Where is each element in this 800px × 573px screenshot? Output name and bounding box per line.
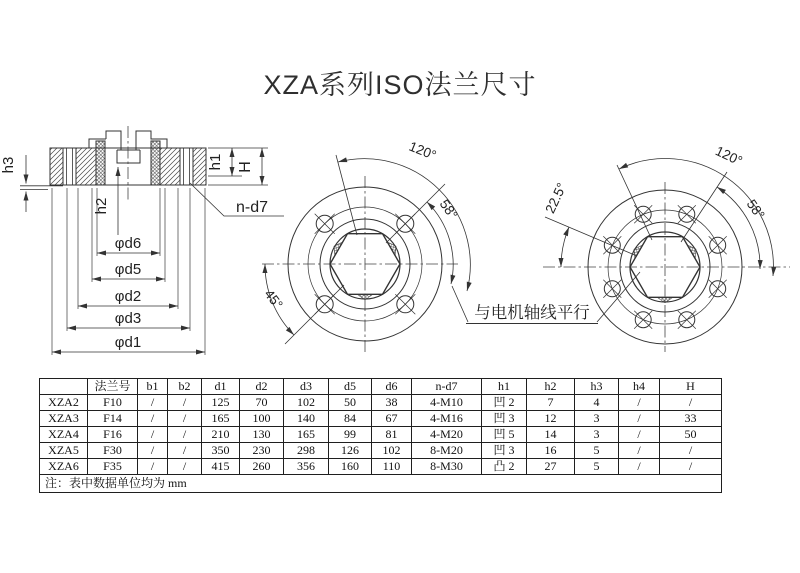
flange-dimension-table bbox=[39, 378, 722, 493]
column-header: h3 bbox=[575, 379, 619, 395]
table-cell: / bbox=[619, 459, 660, 475]
dim-label-n-d7: n-d7 bbox=[235, 199, 269, 216]
table-cell: / bbox=[168, 427, 202, 443]
table-row bbox=[40, 427, 722, 443]
section-hatch-block bbox=[76, 148, 96, 185]
table-cell: F10 bbox=[88, 395, 138, 411]
dim-label-h1: h1 bbox=[207, 153, 224, 171]
table-cell: 298 bbox=[284, 443, 329, 459]
table-cell: 160 bbox=[329, 459, 372, 475]
table-cell: 4-M20 bbox=[412, 427, 482, 443]
table-cell: / bbox=[138, 459, 168, 475]
table-cell: 50 bbox=[660, 427, 722, 443]
table-cell: / bbox=[660, 395, 722, 411]
dim-label-d3: φd3 bbox=[114, 310, 142, 327]
table-cell: / bbox=[619, 395, 660, 411]
table-cell: 70 bbox=[240, 395, 284, 411]
dim-label-d1: φd1 bbox=[114, 334, 142, 351]
table-cell: 凹 5 bbox=[482, 427, 527, 443]
axis-leader-label: 与电机轴线平行 bbox=[474, 304, 590, 322]
table-row bbox=[40, 459, 722, 475]
table-cell: 99 bbox=[329, 427, 372, 443]
table-note-row bbox=[40, 475, 722, 493]
angle-label-22-5: 22.5° bbox=[542, 180, 570, 216]
table-cell: / bbox=[619, 411, 660, 427]
table-cell: 350 bbox=[202, 443, 240, 459]
table-cell: 12 bbox=[527, 411, 575, 427]
section-hatch-block bbox=[193, 148, 206, 185]
table-row bbox=[40, 443, 722, 459]
table-cell: 415 bbox=[202, 459, 240, 475]
table-cell: / bbox=[168, 443, 202, 459]
dim-label-H: H bbox=[237, 161, 254, 173]
table-cell: 260 bbox=[240, 459, 284, 475]
table-cell: 100 bbox=[240, 411, 284, 427]
table-cell: 84 bbox=[329, 411, 372, 427]
table-cell: / bbox=[660, 459, 722, 475]
table-cell: 7 bbox=[527, 395, 575, 411]
table-row bbox=[40, 411, 722, 427]
section-hatch-block bbox=[50, 148, 63, 185]
table-cell: 102 bbox=[284, 395, 329, 411]
table-cell: 5 bbox=[575, 459, 619, 475]
table-cell: 3 bbox=[575, 411, 619, 427]
table-cell: 凹 2 bbox=[482, 395, 527, 411]
table-cell: 356 bbox=[284, 459, 329, 475]
column-header: h4 bbox=[619, 379, 660, 395]
table-cell: F35 bbox=[88, 459, 138, 475]
table-cell: 165 bbox=[284, 427, 329, 443]
angle-label-58: 58° bbox=[436, 196, 461, 223]
table-cell: XZA3 bbox=[40, 411, 88, 427]
table-cell: XZA5 bbox=[40, 443, 88, 459]
table-cell: 67 bbox=[372, 411, 412, 427]
table-cell: 凹 3 bbox=[482, 411, 527, 427]
table-cell: 210 bbox=[202, 427, 240, 443]
column-header: d6 bbox=[372, 379, 412, 395]
table-cell: 凸 2 bbox=[482, 459, 527, 475]
table-cell: XZA4 bbox=[40, 427, 88, 443]
table-cell: 102 bbox=[372, 443, 412, 459]
table-cell: F30 bbox=[88, 443, 138, 459]
table-cell: / bbox=[168, 395, 202, 411]
dim-label-h3: h3 bbox=[0, 156, 17, 174]
dim-label-d2: φd2 bbox=[114, 288, 142, 305]
table-cell: 8-M20 bbox=[412, 443, 482, 459]
table-cell: 81 bbox=[372, 427, 412, 443]
table-cell: 4-M16 bbox=[412, 411, 482, 427]
table-cell: 50 bbox=[329, 395, 372, 411]
table-cell: 3 bbox=[575, 427, 619, 443]
column-header: d3 bbox=[284, 379, 329, 395]
column-header: h2 bbox=[527, 379, 575, 395]
table-cell: / bbox=[138, 427, 168, 443]
column-header: H bbox=[660, 379, 722, 395]
table-cell: 38 bbox=[372, 395, 412, 411]
flange-table-header-row bbox=[40, 379, 722, 395]
column-header: d5 bbox=[329, 379, 372, 395]
table-note: 注：表中数据单位均为 mm bbox=[40, 475, 722, 493]
table-cell: 125 bbox=[202, 395, 240, 411]
column-header: h1 bbox=[482, 379, 527, 395]
table-cell: 110 bbox=[372, 459, 412, 475]
dim-label-d6: φd6 bbox=[114, 235, 142, 252]
table-row bbox=[40, 395, 722, 411]
flange-table-body bbox=[40, 395, 722, 475]
table-cell: 27 bbox=[527, 459, 575, 475]
column-header: d1 bbox=[202, 379, 240, 395]
axis-leader-note bbox=[452, 272, 640, 324]
table-cell: / bbox=[619, 427, 660, 443]
table-cell: / bbox=[660, 443, 722, 459]
table-cell: 8-M30 bbox=[412, 459, 482, 475]
table-cell: 4 bbox=[575, 395, 619, 411]
table-cell: 14 bbox=[527, 427, 575, 443]
page-title: XZA系列ISO法兰尺寸 bbox=[263, 70, 537, 100]
section-hatch-block bbox=[160, 148, 180, 185]
table-cell: 130 bbox=[240, 427, 284, 443]
dim-label-h2: h2 bbox=[93, 197, 110, 215]
bottom-lip bbox=[20, 186, 63, 190]
table-cell: 33 bbox=[660, 411, 722, 427]
table-cell: / bbox=[619, 443, 660, 459]
table-cell: 165 bbox=[202, 411, 240, 427]
table-cell: / bbox=[138, 443, 168, 459]
table-cell: 16 bbox=[527, 443, 575, 459]
table-cell: / bbox=[138, 411, 168, 427]
table-cell: 凹 3 bbox=[482, 443, 527, 459]
front-view-4bolt bbox=[261, 139, 470, 352]
table-cell: F14 bbox=[88, 411, 138, 427]
table-cell: XZA2 bbox=[40, 395, 88, 411]
table-cell: 126 bbox=[329, 443, 372, 459]
table-cell: 230 bbox=[240, 443, 284, 459]
column-header: b2 bbox=[168, 379, 202, 395]
table-cell: XZA6 bbox=[40, 459, 88, 475]
column-header: b1 bbox=[138, 379, 168, 395]
table-cell: / bbox=[138, 395, 168, 411]
table-cell: / bbox=[168, 411, 202, 427]
table-cell: 5 bbox=[575, 443, 619, 459]
angle-label-120: 120° bbox=[406, 138, 439, 164]
table-cell: 4-M10 bbox=[412, 395, 482, 411]
dim-label-d5: φd5 bbox=[114, 261, 142, 278]
table-cell: 140 bbox=[284, 411, 329, 427]
angle-label-120: 120° bbox=[713, 143, 745, 169]
angle-label-45: 45° bbox=[261, 286, 286, 312]
column-header: n-d7 bbox=[412, 379, 482, 395]
table-cell: / bbox=[168, 459, 202, 475]
angle-label-58: 58° bbox=[743, 196, 768, 223]
table-cell: F16 bbox=[88, 427, 138, 443]
column-header: d2 bbox=[240, 379, 284, 395]
column-header bbox=[40, 379, 88, 395]
section-dimensions bbox=[0, 148, 284, 355]
column-header: 法兰号 bbox=[88, 379, 138, 395]
